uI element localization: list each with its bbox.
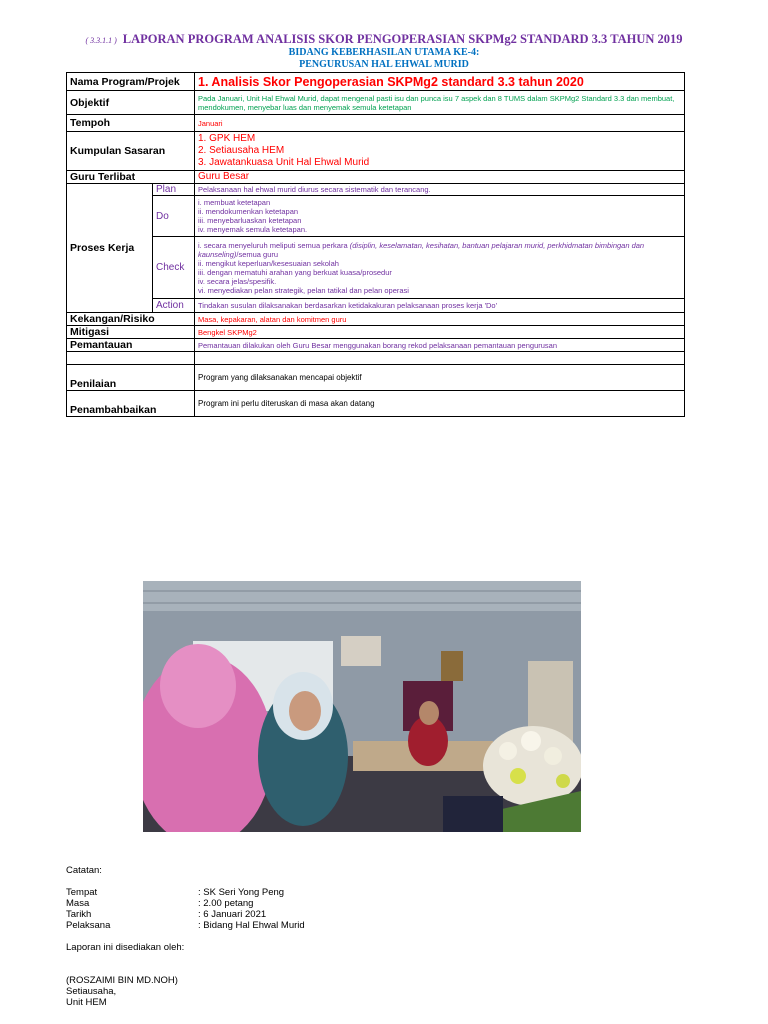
kekangan-label: Kekangan/Risiko bbox=[67, 313, 195, 326]
note-row-tarikh bbox=[66, 909, 305, 920]
guru-value: Guru Besar bbox=[195, 171, 685, 184]
signatory-role: Setiausaha, bbox=[66, 986, 117, 997]
note-row-masa bbox=[66, 898, 305, 909]
check-item bbox=[198, 241, 681, 259]
tempoh-value: Januari bbox=[195, 115, 685, 132]
signatory-name: (ROSZAIMI BIN MD.NOH) bbox=[66, 975, 178, 986]
signatory-unit: Unit HEM bbox=[66, 997, 107, 1008]
penilaian-value: Program yang dilaksanakan mencapai objektif bbox=[195, 365, 685, 391]
sasaran-label: Kumpulan Sasaran bbox=[67, 132, 195, 171]
row-objektif bbox=[67, 91, 685, 115]
row-action bbox=[67, 299, 685, 313]
action-label: Action bbox=[153, 299, 195, 313]
sasaran-value bbox=[195, 132, 685, 171]
do-item: iii. menyebarluaskan ketetapan bbox=[198, 216, 302, 225]
plan-label: Plan bbox=[153, 184, 195, 196]
report-code: ( 3.3.1.1 ) bbox=[85, 36, 117, 45]
check-item-suffix: /semua guru bbox=[236, 249, 279, 259]
pemantauan-value: Pemantauan dilakukan oleh Guru Besar menggunakan borang rekod pelaksanaan pemantauan pengurusan bbox=[195, 339, 685, 352]
note-row-pelaksana bbox=[66, 920, 305, 931]
row-check bbox=[67, 237, 685, 299]
note-key: Tarikh bbox=[66, 909, 92, 920]
note-value: : 6 Januari 2021 bbox=[198, 909, 267, 920]
objektif-label: Objektif bbox=[67, 91, 195, 115]
meeting-photo bbox=[143, 581, 581, 832]
row-penilaian bbox=[67, 365, 685, 391]
report-header bbox=[0, 32, 768, 71]
row-nama bbox=[67, 73, 685, 91]
nama-value: 1. Analisis Skor Pengoperasian SKPMg2 standard 3.3 tahun 2020 bbox=[195, 73, 685, 91]
catatan-label: Catatan: bbox=[66, 865, 102, 876]
do-item: ii. mendokumenkan ketetapan bbox=[198, 207, 299, 216]
note-key: Tempat bbox=[66, 887, 98, 898]
row-do bbox=[67, 196, 685, 237]
report-subtitle-2: PENGURUSAN HAL EHWAL MURID bbox=[299, 59, 469, 70]
check-item: iv. secara jelas/spesifik. bbox=[198, 276, 277, 286]
plan-value: Pelaksanaan hal ehwal murid diurus secara sistematik dan terancang. bbox=[195, 184, 685, 196]
action-value: Tindakan susulan dilaksanakan berdasarkan ketidakakuran pelaksanaan proses kerja 'Do' bbox=[195, 299, 685, 313]
penambahbaikan-label: Penambahbaikan bbox=[67, 391, 195, 417]
row-empty bbox=[67, 352, 685, 365]
row-sasaran bbox=[67, 132, 685, 171]
check-item-italic: (disiplin, keselamatan, kesihatan, bantuan pelajaran murid, perkhidmatan bimbingan dan kaunseling) bbox=[198, 240, 645, 259]
sasaran-item: 1. GPK HEM bbox=[198, 133, 256, 144]
tempoh-label: Tempoh bbox=[67, 115, 195, 132]
check-item: vi. menyediakan pelan strategik, pelan tatikal dan pelan operasi bbox=[198, 285, 409, 295]
penilaian-label: Penilaian bbox=[67, 365, 195, 391]
do-item: i. membuat ketetapan bbox=[198, 198, 271, 207]
check-item: ii. mengikut keperluan/kesesuaian sekolah bbox=[198, 258, 339, 268]
prepared-by-label: Laporan ini disediakan oleh: bbox=[66, 942, 185, 953]
note-key: Masa bbox=[66, 898, 90, 909]
objektif-value: Pada Januari, Unit Hal Ehwal Murid, dapat mengenal pasti isu dan punca isu 7 aspek dan 8 TUMS dalam SKPMg2 Standard 3.3 dan membuat, mendokumen, menyebar luas dan menyemak semula ketetapan bbox=[195, 91, 685, 115]
check-value bbox=[195, 237, 685, 299]
sasaran-item: 3. Jawatankuasa Unit Hal Ehwal Murid bbox=[198, 157, 370, 168]
row-tempoh bbox=[67, 115, 685, 132]
kekangan-value: Masa, kepakaran, alatan dan komitmen guru bbox=[195, 313, 685, 326]
report-title: LAPORAN PROGRAM ANALISIS SKOR PENGOPERASIAN SKPMg2 STANDARD 3.3 TAHUN 2019 bbox=[122, 32, 683, 46]
note-row-tempat bbox=[66, 887, 305, 898]
check-item-prefix: i. secara menyeluruh meliputi semua perkara bbox=[198, 240, 350, 250]
mitigasi-label: Mitigasi bbox=[67, 326, 195, 339]
check-item: iii. dengan mematuhi arahan yang berkuat kuasa/prosedur bbox=[198, 267, 392, 277]
report-subtitle-1: BIDANG KEBERHASILAN UTAMA KE-4: bbox=[288, 47, 480, 58]
note-key: Pelaksana bbox=[66, 920, 111, 931]
report-table bbox=[66, 72, 685, 417]
notes-section bbox=[66, 865, 305, 1008]
check-label: Check bbox=[153, 237, 195, 299]
row-plan bbox=[67, 184, 685, 196]
report-title-line bbox=[0, 32, 768, 47]
guru-label: Guru Terlibat bbox=[67, 171, 195, 184]
do-item: iv. menyemak semula ketetapan. bbox=[198, 225, 308, 234]
note-value: : SK Seri Yong Peng bbox=[198, 887, 285, 898]
note-value: : 2.00 petang bbox=[198, 898, 254, 909]
penambahbaikan-value: Program ini perlu diteruskan di masa akan datang bbox=[195, 391, 685, 417]
row-mitigasi bbox=[67, 326, 685, 339]
note-value: : Bidang Hal Ehwal Murid bbox=[198, 920, 305, 931]
row-penambahbaikan bbox=[67, 391, 685, 417]
do-label: Do bbox=[153, 196, 195, 237]
nama-label: Nama Program/Projek bbox=[67, 73, 195, 91]
row-kekangan bbox=[67, 313, 685, 326]
row-guru bbox=[67, 171, 685, 184]
do-value bbox=[195, 196, 685, 237]
row-pemantauan bbox=[67, 339, 685, 352]
sasaran-item: 2. Setiausaha HEM bbox=[198, 145, 285, 156]
mitigasi-value: Bengkel SKPMg2 bbox=[195, 326, 685, 339]
proses-label: Proses Kerja bbox=[67, 184, 153, 313]
pemantauan-label: Pemantauan bbox=[67, 339, 195, 352]
